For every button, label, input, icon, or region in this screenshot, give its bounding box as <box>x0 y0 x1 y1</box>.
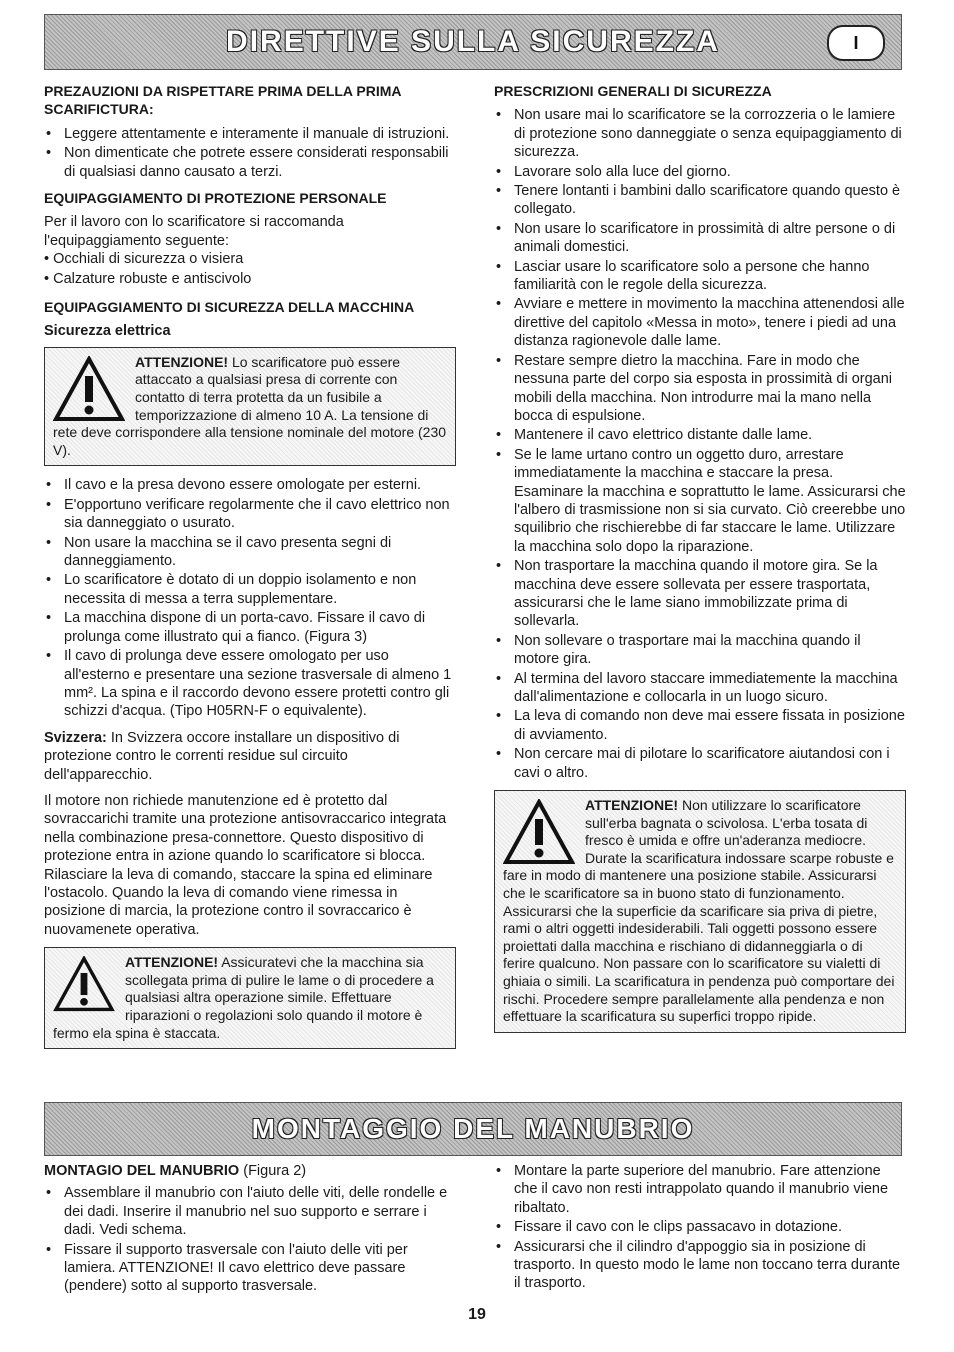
warning-label: ATTENZIONE! <box>135 353 229 370</box>
list-item: • Restare sempre dietro la macchina. Fare in modo che nessuna parte del corpo sia esposta in prossimità di organi mobili della macchina. Non introdurre mai la mano nella bocca di espulsione. <box>494 352 906 426</box>
machine-safety-heading: EQUIPAGGIAMENTO DI SICUREZZA DELLA MACCHINA <box>44 299 415 316</box>
list-item: • Assicurarsi che il cilindro d'appoggio sia in posizione di trasporto. In questo modo le lame non toccano terra durante il trasporto. <box>494 1238 906 1293</box>
warning-text: Non utilizzare lo scarificatore sull'erba bagnata o scivolosa. L'erba tosata di fresco è umida e offre un'aderanza mediocre. Durate la scarificatura indossare scarpe robuste e fare in modo di mantenere una posizione stabile. Assicurarsi che le scarificatore sa in buono stato di funzionamento. Assicurarsi che la superficie da scarificare sia priva di pietre, rami o altri oggetti indesiderabili. Tali oggetti possono essere proiettati dalla macchina e rischiano di didanneggiarla o di ferire qualcuno. Non passare con lo scarificatore su vialetti di ghiaia o simili. La scarificatura in pendenza può comportare dei rischi. Procedere sempre parallelamente alla pendenza e non effettuare la scarificatura su superfici troppo ripide. <box>503 797 895 1025</box>
list-item: • Montare la parte superiore del manubrio. Fare attenzione che il cavo non resti intrappolato quando il manubrio viene ribaltato. <box>494 1162 906 1217</box>
electrical-safety-list <box>44 476 456 720</box>
motor-protection-text: Il motore non richiede manutenzione ed è protetto dal sovraccarichi tramite una protezione antisovraccarico integrata nella combinazione presa-connettore. Questo dispositivo di protezione entra in azione quando lo scarificatore si blocca. Rilasciare la leva di comando, staccare la spina ed eliminare l'ostacolo. Quando la leva di comando viene rimessa in posizione di marcia, la protezione contro il sovraccarico è nuovamenete operativa. <box>44 792 447 938</box>
list-item: • Non trasportare la macchina quando il motore gira. Se la macchina deve essere sollevata per essere trasportata, assicurarsi che le lame siano immobilizzate prima di sollevarla. <box>494 557 906 631</box>
handlebar-steps-left <box>44 1184 456 1295</box>
list-item: • Avviare e mettere in movimento la macchina attenendosi alle direttive del capitolo «Messa in moto», tenere i piedi ad una distanza ragionevole dalle lame. <box>494 295 906 350</box>
handlebar-heading-bold: MONTAGIO DEL MANUBRIO <box>44 1163 240 1179</box>
list-item: • Fissare il supporto trasversale con l'aiuto delle viti per lamiera. ATTENZIONE! Il cavo elettrico deve passare (pendere) sotto al supporto trasversale. <box>44 1241 456 1296</box>
handlebar-assembly-heading <box>44 1162 456 1180</box>
language-badge: I <box>827 25 885 61</box>
list-item: • Lasciar usare lo scarificatore solo a persone che hanno familiarità con le regole della sicurezza. <box>494 258 906 295</box>
list-item: • Non usare lo scarificatore in prossimità di altre persone o di animali domestici. <box>494 220 906 257</box>
warning-triangle-icon <box>53 356 125 422</box>
list-item: • Il cavo di prolunga deve essere omologato per uso all'esterno e presentare una sezione trasversale di almeno 1 mm². La spina e il raccordo devono essere protetti contro gli schizzi d'acqua. (Tipo H05RN-F o equivalente). <box>44 647 456 721</box>
list-item: • Non usare mai lo scarificatore se la corrozzeria o le lamiere di protezione sono danneggiate o senza equipaggiamento di sicurezza. <box>494 106 906 161</box>
page-number: 19 <box>468 1306 486 1323</box>
precautions-list <box>44 125 456 181</box>
handlebar-right-column <box>494 1162 906 1301</box>
switzerland-label: Svizzera: <box>44 729 107 746</box>
section-banner-handlebar <box>44 1102 902 1156</box>
list-item: • Lo scarificatore è dotato di un doppio isolamento e non necessita di messa a terra supplementare. <box>44 571 456 608</box>
precautions-heading: PREZAUZIONI DA RISPETTARE PRIMA DELLA PRIMA SCARIFICTURA: <box>44 83 401 118</box>
section-banner-safety <box>44 14 902 70</box>
list-item: • Al termina del lavoro staccare immediatemente la macchina dall'alimentazione e collocarla in un luogo sicuro. <box>494 670 906 707</box>
list-item: • E'opportuno verificare regolarmente che il cavo elettrico non sia danneggiato o usurato. <box>44 496 456 533</box>
list-item: • Tenere lontanti i bambini dallo scarificatore quando questo è collegato. <box>494 182 906 219</box>
warning-label: ATTENZIONE! <box>585 797 679 814</box>
switzerland-note <box>44 729 456 784</box>
general-safety-heading: PRESCRIZIONI GENERALI DI SICUREZZA <box>494 83 772 99</box>
list-item: • Se le lame urtano contro un oggetto duro, arrestare immediatamente la macchina e staccare la presa. Esaminare la macchina e soprattutto le lame. Assicurarsi che l'albero di trasmissione non si sia curvato. Ciò creerebbe uno squilibrio che rischierebbe di far staccare le lame. Utilizzare la macchina solo dopo la riparazione. <box>494 446 906 556</box>
warning-text: Lo scarificatore può essere attaccato a qualsiasi presa di corrente con contatto di terra protetta da un fusibile a temporizzazione di almeno 10 A. La tensione di rete deve corrispondere alla tensione nominale del motore (230 V). <box>53 353 447 458</box>
warning-triangle-icon <box>53 956 115 1012</box>
handlebar-left-column <box>44 1162 456 1304</box>
protective-equipment-intro: Per il lavoro con lo scarificatore si raccomanda l'equipaggiamento seguente: <box>44 214 344 249</box>
list-item: • Calzature robuste e antiscivolo <box>44 270 252 287</box>
section-title-handlebar: MONTAGGIO DEL MANUBRIO <box>251 1113 695 1144</box>
list-item: • Mantenere il cavo elettrico distante dalle lame. <box>494 426 906 444</box>
electrical-safety-subheading: Sicurezza elettrica <box>44 323 171 340</box>
warning-box-cleaning <box>44 947 456 1049</box>
list-item: • Non cercare mai di pilotare lo scarificatore aiutandosi con i cavi o altro. <box>494 745 906 782</box>
warning-triangle-icon <box>503 799 575 865</box>
list-item: • Assemblare il manubrio con l'aiuto delle viti, delle rondelle e dei dadi. Inserire il manubrio nel suo supporto e serrare i dadi. Vedi schema. <box>44 1184 456 1239</box>
right-column <box>494 82 906 1043</box>
general-safety-list <box>494 106 906 782</box>
warning-box-wet-grass <box>494 790 906 1033</box>
list-item: • Non usare la macchina se il cavo presenta segni di danneggiamento. <box>44 534 456 571</box>
list-item: • La macchina dispone di un porta-cavo. Fissare il cavo di prolunga come illustrato qui a fianco. (Figura 3) <box>44 609 456 646</box>
left-column <box>44 82 456 1059</box>
handlebar-heading-figure: (Figura 2) <box>239 1163 307 1179</box>
warning-label: ATTENZIONE! <box>125 954 219 971</box>
list-item: • Non sollevare o trasportare mai la macchina quando il motore gira. <box>494 632 906 669</box>
protective-equipment-list <box>44 250 456 288</box>
warning-box-electrical <box>44 347 456 467</box>
protective-equipment-heading: EQUIPAGGIAMENTO DI PROTEZIONE PERSONALE <box>44 190 387 207</box>
handlebar-steps-right <box>494 1162 906 1293</box>
switzerland-text: In Svizzera occore installare un dispositivo di protezione contro le correnti residue sul circuito dell'apparecchio. <box>44 729 400 783</box>
list-item: • La leva di comando non deve mai essere fissata in posizione di avviamento. <box>494 707 906 744</box>
list-item: • Leggere attentamente e interamente il manuale di istruzioni. <box>44 125 456 143</box>
list-item: • Non dimenticate che potrete essere considerati responsabili di qualsiasi danno causato a terzi. <box>44 144 456 181</box>
warning-text: Assicuratevi che la macchina sia scollegata prima di pulire le lame o di procedere a qualsiasi altra operazione simile. Effettuare riparazioni o regolazioni solo quando il motore è fermo ela spina è staccata. <box>53 954 434 1041</box>
list-item: • Fissare il cavo con le clips passacavo in dotazione. <box>494 1218 906 1236</box>
list-item: • Il cavo e la presa devono essere omologate per esterni. <box>44 476 456 494</box>
list-item: • Occhiali di sicurezza o visiera <box>44 251 244 268</box>
list-item: • Lavorare solo alla luce del giorno. <box>494 163 906 181</box>
section-title-safety: DIRETTIVE SULLA SICUREZZA <box>226 25 720 58</box>
